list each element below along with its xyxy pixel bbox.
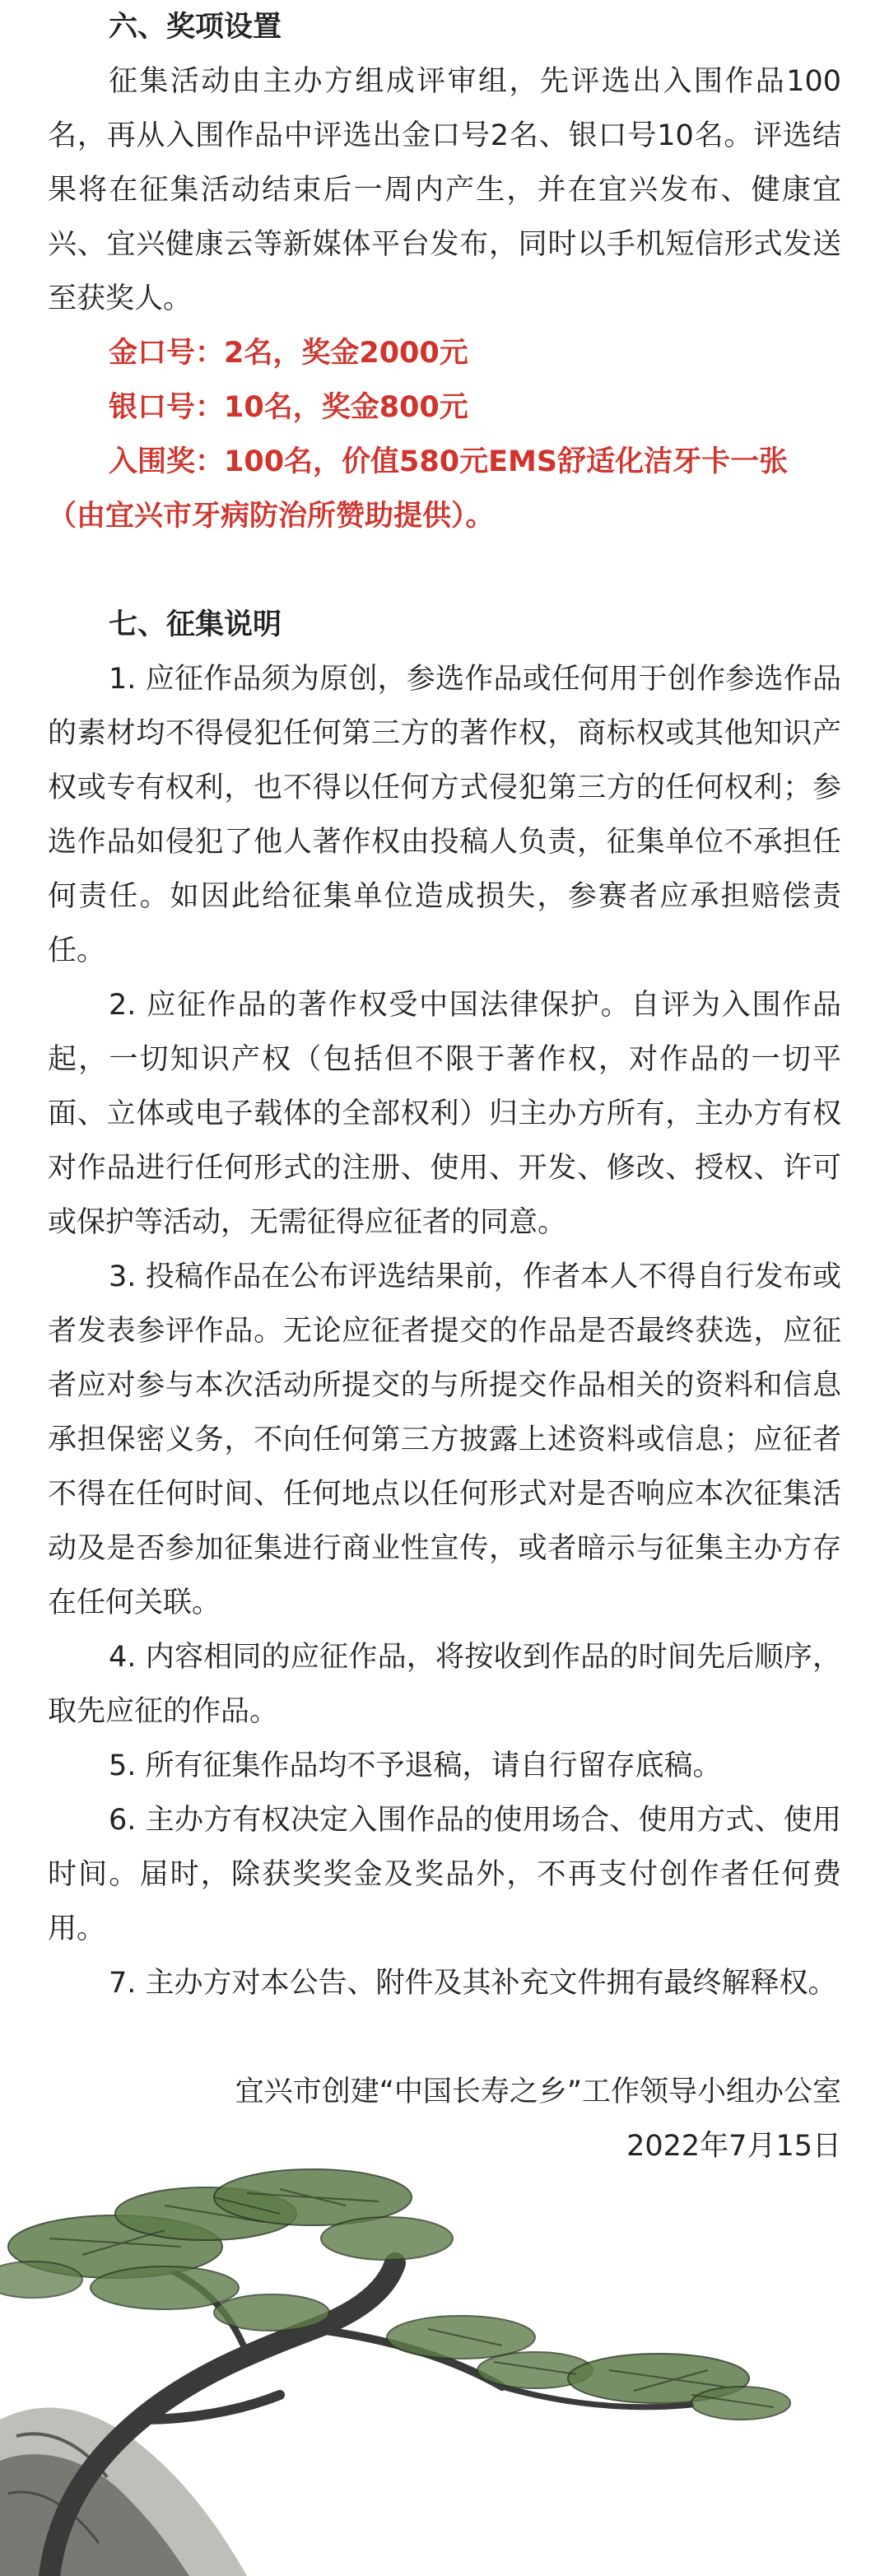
rule-item-7: 7. 主办方对本公告、附件及其补充文件拥有最终解释权。 bbox=[109, 1967, 837, 2000]
section-6-heading: 六、奖项设置 bbox=[109, 11, 282, 44]
rule-item-2: 2. 应征作品的著作权受中国法律保护。自评为入围作品起，一切知识产权（包括但不限于著作权，对作品的一切平面、立体或电子载体的全部权利）归主办方所有，主办方有权对作品进行任何形式的注册、使用、开发、修改、授权、许可或保护等活动，无需征得应征者的同意。 bbox=[48, 989, 841, 1239]
pine-tree-painting-icon bbox=[0, 2148, 889, 2576]
signature-spacer bbox=[48, 2010, 841, 2065]
gold-prize-line: 金口号：2名，奖金2000元 bbox=[109, 337, 468, 370]
finalist-prize-line: 入围奖：100名，价值580元EMS舒适化洁牙卡一张（由宜兴市牙病防治所赞助提供）。 bbox=[48, 445, 789, 533]
pine-foliage bbox=[0, 2169, 790, 2420]
section-spacer bbox=[48, 543, 841, 598]
issue-date: 2022年7月15日 bbox=[626, 2130, 841, 2163]
section-6-intro: 征集活动由主办方组成评审组，先评选出入围作品100名，再从入围作品中评选出金口号2名、银口号10名。评选结果将在征集活动结束后一周内产生，并在宜兴发布、健康宜兴、宜兴健康云等新媒体平台发布，同时以手机短信形式发送至获奖人。 bbox=[48, 65, 841, 315]
rule-item-3: 3. 投稿作品在公布评选结果前，作者本人不得自行发布或者发表参评作品。无论应征者提交的作品是否最终获选，应征者应对参与本次活动所提交的与所提交作品相关的资料和信息承担保密义务，不向任何第三方披露上述资料或信息；应征者不得在任何时间、任何地点以任何形式对是否响应本次征集活动及是否参加征集进行商业性宣传，或者暗示与征集主办方存在任何关联。 bbox=[48, 1260, 841, 1619]
rule-item-6: 6. 主办方有权决定入围作品的使用场合、使用方式、使用时间。届时，除获奖奖金及奖品外，不再支付创作者任何费用。 bbox=[48, 1804, 841, 1945]
silver-prize-line: 银口号：10名，奖金800元 bbox=[109, 391, 468, 424]
rule-item-4: 4. 内容相同的应征作品，将按收到作品的时间先后顺序，取先应征的作品。 bbox=[48, 1641, 841, 1728]
rule-item-1: 1. 应征作品须为原创，参选作品或任何用于创作参选作品的素材均不得侵犯任何第三方的著作权，商标权或其他知识产权或专有权利，也不得以任何方式侵犯第三方的任何权利；参选作品如侵犯了他人著作权由投稿人负责，征集单位不承担任何责任。如因此给征集单位造成损失，参赛者应承担赔偿责任。 bbox=[48, 663, 841, 967]
section-7-heading: 七、征集说明 bbox=[109, 608, 282, 641]
rule-item-5: 5. 所有征集作品均不予退稿，请自行留存底稿。 bbox=[109, 1749, 722, 1782]
issuing-office: 宜兴市创建“中国长寿之乡”工作领导小组办公室 bbox=[235, 2075, 841, 2108]
